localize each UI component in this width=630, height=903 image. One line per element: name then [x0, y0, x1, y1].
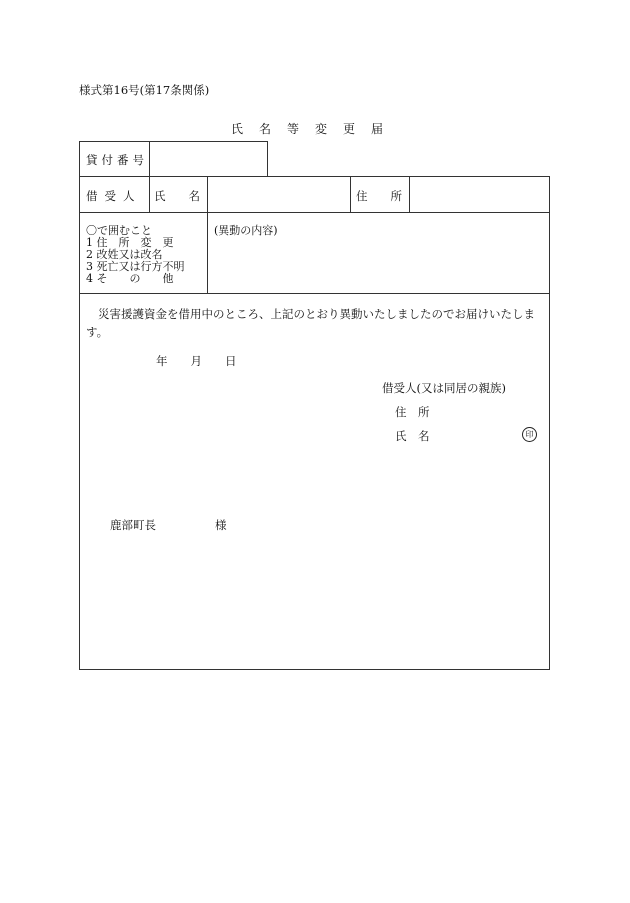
- name-label: 氏 名: [154, 189, 200, 203]
- date-label: 年 月 日: [156, 354, 237, 368]
- row-divider: [80, 212, 549, 213]
- recipient-name: 鹿部町長: [110, 518, 156, 532]
- option-item: 1 住 所 変 更: [86, 236, 174, 249]
- col-divider: [350, 177, 351, 212]
- option-item: 4 そ の 他: [86, 272, 174, 285]
- document-title: 氏名等変更届: [230, 122, 399, 136]
- statement-text: 災害援護資金を借用中のところ、上記のとおり異動いたしましたのでお届けいたします。: [86, 307, 535, 339]
- form-number: 様式第16号(第17条関係): [79, 83, 210, 97]
- recipient-honorific: 様: [215, 518, 227, 532]
- borrower-address-field[interactable]: [410, 177, 549, 212]
- borrower-label: 借受人: [86, 189, 142, 203]
- options-heading: 〇で囲むこと: [86, 224, 152, 237]
- applicant-address-label: 住 所: [395, 405, 430, 419]
- change-content-field[interactable]: [208, 237, 548, 292]
- address-label: 住 所: [356, 189, 402, 203]
- row-divider: [80, 293, 549, 294]
- applicant-name-label: 氏 名: [395, 429, 430, 443]
- form-table: [79, 176, 550, 670]
- loan-number-row: [79, 141, 268, 177]
- option-item: 3 死亡又は行方不明: [86, 260, 185, 273]
- seal-icon: 印: [522, 427, 537, 442]
- loan-number-label: 貸付番号: [86, 153, 148, 167]
- col-divider: [149, 177, 150, 212]
- change-content-label: (異動の内容): [214, 224, 278, 237]
- applicant-label: 借受人(又は同居の親族): [382, 381, 506, 395]
- borrower-name-field[interactable]: [208, 177, 350, 212]
- option-item: 2 改姓又は改名: [86, 248, 163, 261]
- loan-number-field[interactable]: [150, 142, 267, 176]
